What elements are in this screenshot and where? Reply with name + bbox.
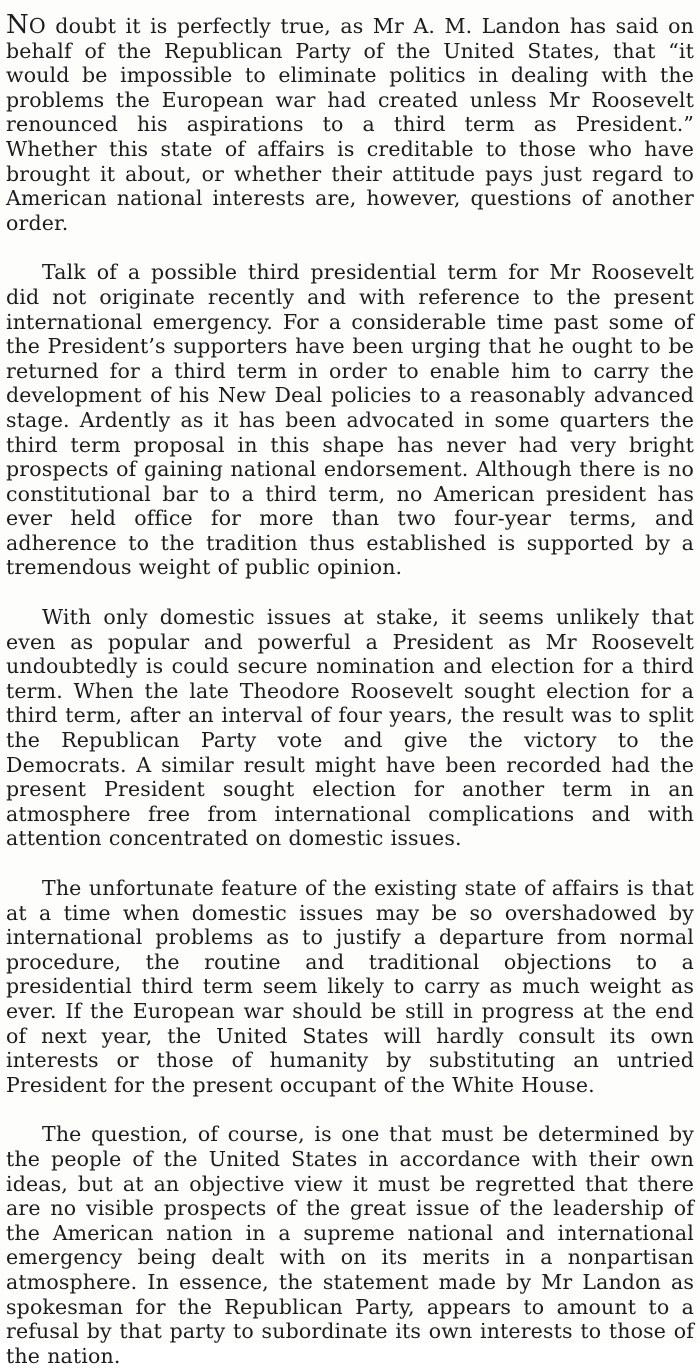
editorial-article	[6, 10, 694, 1368]
paragraph-gap	[6, 851, 694, 876]
paragraph-1	[6, 10, 694, 235]
paragraph-4: The unfortunate feature of the existing state of affairs is that at a time when domestic issues may be so overshadowed by international problems as to justify a departure from normal procedure, the routine and traditional objections to a presidential third term seem likely to carry as much weight as ever. If the European war should be still in progress at the end of next year, the United States will hardly consult its own interests or those of humanity by substituting an untried President for the present occupant of the White House.	[6, 876, 694, 1097]
paragraph-5: The question, of course, is one that must be determined by the people of the United States in accordance with their own ideas, but at an objective view it must be regretted that there are no visible prospects of the great issue of the leadership of the American nation in a supreme national and international emergency being dealt with on its merits in a nonpartisan atmosphere. In essence, the statement made by Mr Landon as spokesman for the Republican Party, appears to amount to a refusal by that party to subordinate its own interests to those of the nation.	[6, 1122, 694, 1368]
paragraph-3: With only domestic issues at stake, it seems unlikely that even as popular and powerful a President as Mr Roosevelt undoubtedly is could secure nomination and election for a third term. When the late Theodore Roosevelt sought election for a third term, after an interval of four years, the result was to split the Republican Party vote and give the victory to the Democrats. A similar result might have been recorded had the present President sought election for another term in an atmosphere free from international complications and with attention concentrated on domestic issues.	[6, 605, 694, 851]
paragraph-2: Talk of a possible third presidential term for Mr Roosevelt did not originate recently and with reference to the present international emergency. For a considerable time past some of the President’s supporters have been urging that he ought to be returned for a third term in order to enable him to carry the development of his New Deal policies to a reasonably advanced stage. Ardently as it has been advocated in some quarters the third term proposal in this shape has never had very bright prospects of gaining national endorsement. Although there is no constitutional bar to a third term, no American president has ever held office for more than two four-year terms, and adherence to the tradition thus established is supported by a tremendous weight of public opinion.	[6, 260, 694, 580]
drop-cap: N	[6, 10, 29, 40]
paragraph-gap	[6, 580, 694, 605]
paragraph-gap	[6, 235, 694, 260]
paragraph-1-text: O doubt it is perfectly true, as Mr A. M. Landon has said on behalf of the Republican Party of the United States, that “it would be impossible to eliminate politics in dealing with the problems the European war had created unless Mr Roosevelt renounced his aspirations to a third term as President.” Whether this state of affairs is creditable to those who have brought it about, or whether their attitude pays just regard to American national interests are, however, questions of another order.	[6, 14, 694, 235]
paragraph-gap	[6, 1097, 694, 1122]
